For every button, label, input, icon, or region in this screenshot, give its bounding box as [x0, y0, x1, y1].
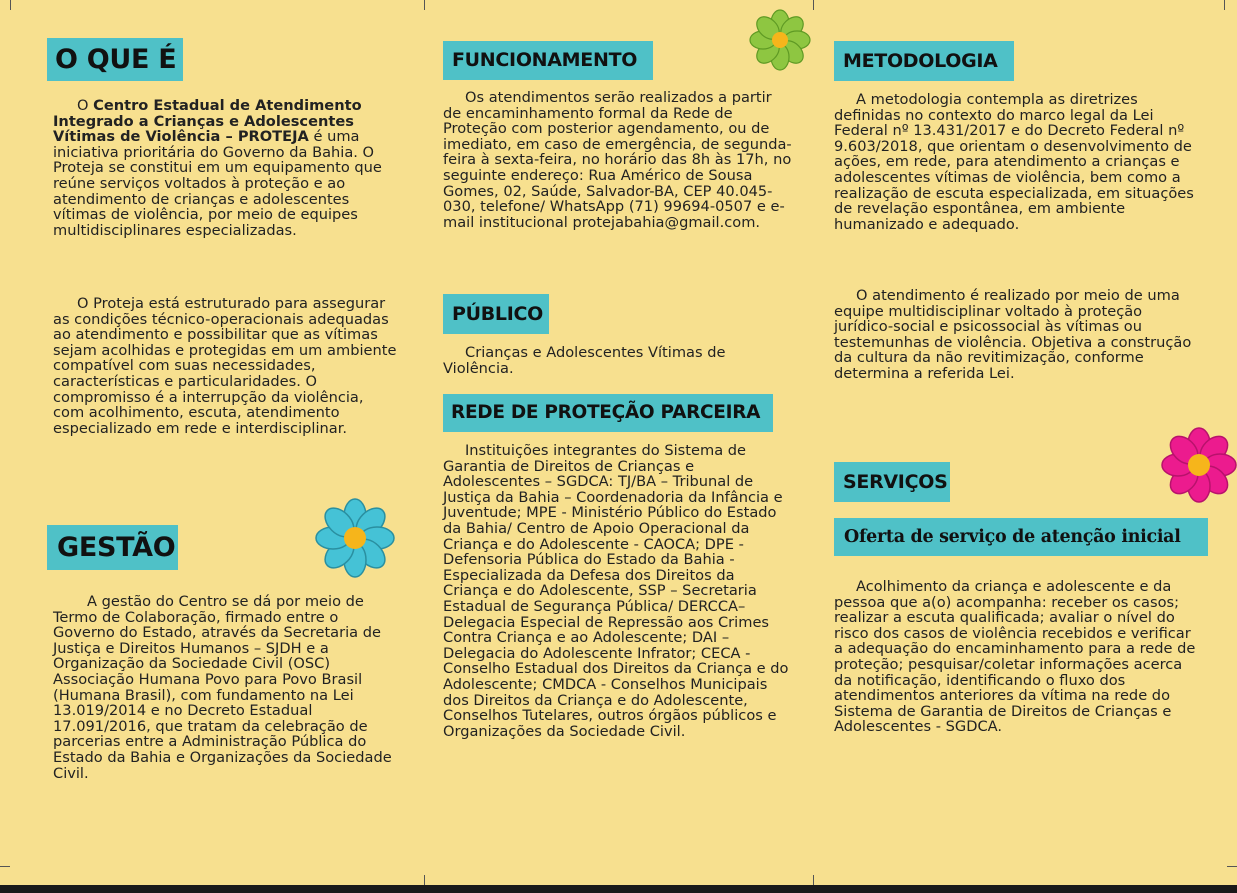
paragraph-rede-protecao: Instituições integrantes do Sistema de Garantia de Direitos de Crianças e Adolescentes – SGDCA: TJ/BA – Tribunal de Justiça da Bahia – Coordenadoria da Infância e Juventude; MPE - Ministério Público do Estado da Bahia/ Centro de Apoio Operacional da Criança e do Adolescente - CAOCA; DPE - Defensoria Pública do Estado da Bahia - Especializada da Defesa dos Direitos da Criança e do Adolescente, SSP – Secretaria Estadual de Segurança Pública/ DERCCA– Delegacia Especial de Repressão aos Crimes Contra Criança e ao Adolescente; DAI – Delegacia do Adolescente Infrator; CECA - Conselho Estadual dos Direitos da Criança e do Adolescente; CMDCA - Conselhos Municipais dos Direitos da Criança e do Adolescente, Conselhos Tutelares, outros órgãos públicos e Organizações da Sociedade Civil.	[443, 442, 789, 740]
crop-mark-top-1	[424, 0, 425, 10]
bottom-bar	[0, 885, 1237, 893]
intro-text-segment: é uma iniciativa prioritária do Governo da Bahia. O Proteja se constitui em um equipamento que reúne serviços voltados à proteção e ao atendimento de crianças e adolescentes vítimas de violência, por meio de equipes multidisciplinares especializadas.	[53, 128, 382, 239]
proteja-name-bold: Centro Estadual de Atendimento Integrado a Crianças e Adolescentes Vítimas de Violência – PROTEJA	[53, 97, 362, 146]
crop-mark-top-right	[1224, 0, 1225, 10]
heading-servicos: SERVIÇOS	[834, 462, 950, 502]
heading-gestao: GESTÃO	[47, 525, 178, 570]
heading-funcionamento: FUNCIONAMENTO	[443, 41, 653, 80]
heading-o-que-e: O QUE É	[47, 38, 183, 81]
paragraph-publico: Crianças e Adolescentes Vítimas de Violência.	[443, 344, 726, 377]
heading-publico: PÚBLICO	[443, 294, 549, 334]
paragraph-servicos: Acolhimento da criança e adolescente e da pessoa que a(o) acompanha: receber os casos; realizar a escuta qualificada; avaliar o nível do risco dos casos de violência recebidos e verificar a adequação do encaminhamento para a rede de proteção; pesquisar/coletar informações acerca da notificação, identificando o fluxo dos atendimentos anteriores da vítima na rede do Sistema de Garantia de Direitos de Crianças e Adolescentes - SGDCA.	[834, 578, 1196, 736]
crop-mark-top-2	[813, 0, 814, 10]
crop-mark-left-bottom	[0, 866, 10, 867]
subheading-oferta-servico: Oferta de serviço de atenção inicial	[834, 518, 1208, 556]
crop-mark-bottom-1	[424, 875, 425, 885]
crop-mark-bottom-2	[813, 875, 814, 885]
heading-metodologia: METODOLOGIA	[834, 41, 1014, 81]
paragraph-o-que-e-estrutura: O Proteja está estruturado para assegurar as condições técnico-operacionais adequadas ao atendimento e possibilitar que as vítimas sejam acolhidas e protegidas em um ambiente compatível com suas necessidades, características e particularidades. O compromisso é a interrupção da violência, com acolhimento, escuta, atendimento especializado em rede e interdisciplinar.	[53, 295, 397, 437]
paragraph-o-que-e-intro	[53, 98, 398, 238]
crop-mark-right-bottom	[1227, 866, 1237, 867]
paragraph-metodologia-diretrizes: A metodologia contempla as diretrizes definidas no contexto do marco legal da Lei Federal nº 13.431/2017 e do Decreto Federal nº 9.603/2018, que orientam o desenvolvimento de ações, em rede, para atendimento a crianças e adolescentes vítimas de violência, bem como a realização de escuta especializada, em situações de revelação espontânea, em ambiente humanizado e adequado.	[834, 91, 1194, 233]
pink-flower-icon	[1159, 425, 1237, 505]
heading-rede-protecao: REDE DE PROTEÇÃO PARCEIRA	[443, 394, 773, 432]
paragraph-metodologia-atendimento: O atendimento é realizado por meio de uma equipe multidisciplinar voltado à proteção jurídico-social e psicossocial às vítimas ou testemunhas de violência. Objetiva a construção da cultura da não revitimização, conforme determina a referida Lei.	[834, 287, 1192, 382]
paragraph-funcionamento: Os atendimentos serão realizados a partir de encaminhamento formal da Rede de Proteção com posterior agendamento, ou de imediato, em caso de emergência, de segunda-feira à sexta-feira, no horário das 8h às 17h, no seguinte endereço: Rua Américo de Sousa Gomes, 02, Saúde, Salvador-BA, CEP 40.045-030, telefone/ WhatsApp (71) 99694-0507 e e-mail institucional protejabahia@gmail.com.	[443, 89, 792, 231]
paragraph-gestao: A gestão do Centro se dá por meio de Termo de Colaboração, firmado entre o Governo do Estado, através da Secretaria de Justiça e Direitos Humanos – SJDH e a Organização da Sociedade Civil (OSC) Associação Humana Povo para Povo Brasil (Humana Brasil), com fundamento na Lei 13.019/2014 e no Decreto Estadual 17.091/2016, que tratam da celebração de parcerias entre a Administração Pública do Estado da Bahia e Organizações da Sociedade Civil.	[53, 593, 392, 782]
intro-text-segment: O	[77, 97, 94, 114]
crop-mark-top-left	[10, 0, 11, 10]
teal-flower-icon	[313, 496, 397, 580]
green-flower-icon	[748, 8, 812, 72]
